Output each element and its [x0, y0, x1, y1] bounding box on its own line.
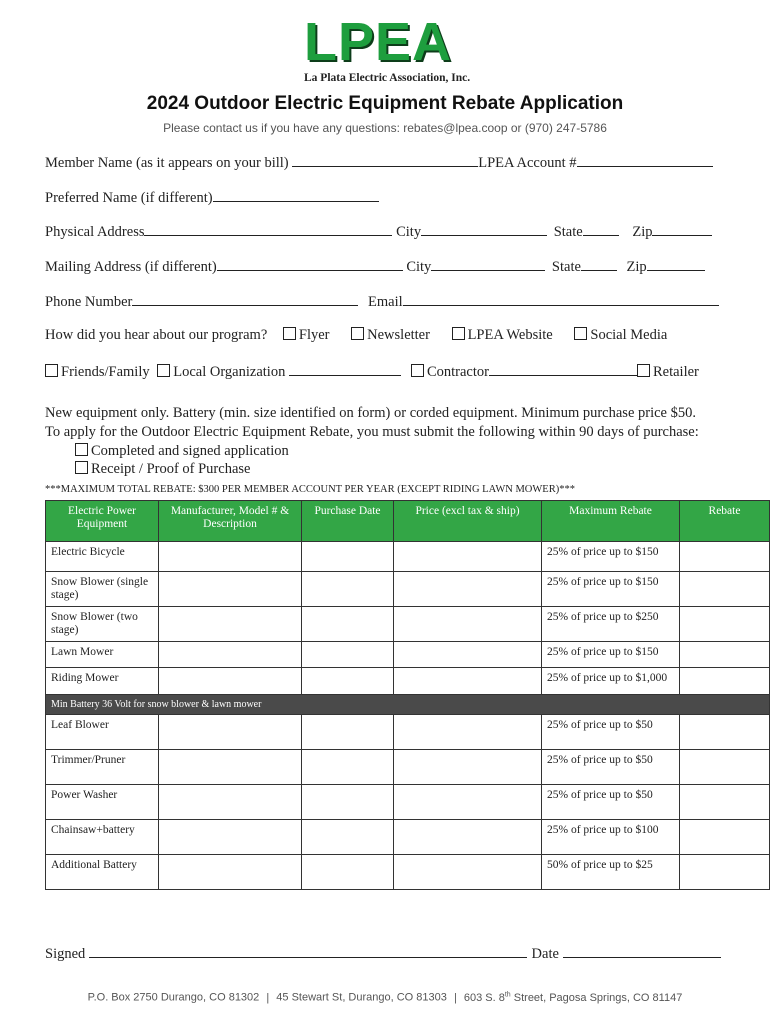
option-label: Flyer — [298, 327, 330, 343]
option-lpea-website[interactable] — [452, 327, 553, 343]
rebate-table — [45, 500, 770, 890]
checkbox[interactable] — [75, 443, 88, 456]
max-rebate-cell: 25% of price up to $50 — [542, 750, 680, 785]
hear-about-row — [45, 327, 667, 344]
price-cell[interactable] — [394, 750, 542, 785]
option-label: Newsletter — [367, 327, 430, 343]
mailing-address-row — [45, 257, 705, 276]
equipment-cell: Chainsaw+battery — [46, 820, 159, 855]
price-cell[interactable] — [394, 607, 542, 642]
signature-field[interactable] — [89, 944, 527, 958]
mailing-city-label: City — [406, 259, 432, 275]
signature-row — [45, 944, 721, 963]
mailing-state-field[interactable] — [581, 257, 617, 271]
battery-note: Min Battery 36 Volt for snow blower & lawn mower — [46, 695, 770, 715]
option-label: Local Organization — [173, 364, 286, 380]
battery-note-row — [46, 695, 770, 715]
checkbox[interactable] — [283, 327, 296, 340]
equipment-cell: Lawn Mower — [46, 642, 159, 668]
manufacturer-cell[interactable] — [159, 820, 302, 855]
table-header-row — [46, 501, 770, 542]
checkbox[interactable] — [411, 364, 424, 377]
mailing-zip-label: Zip — [626, 259, 647, 275]
footer-pagosa-city: Street, Pagosa Springs, CO 81147 — [510, 991, 683, 1004]
col-purchase-date: Purchase Date — [302, 501, 394, 542]
price-cell[interactable] — [394, 855, 542, 890]
checkbox[interactable] — [157, 364, 170, 377]
equipment-cell: Snow Blower (two stage) — [46, 607, 159, 642]
max-rebate-cell: 25% of price up to $50 — [542, 785, 680, 820]
manufacturer-cell[interactable] — [159, 572, 302, 607]
option-local-organization[interactable] — [157, 364, 285, 380]
mailing-address-field[interactable] — [217, 257, 403, 271]
phone-field[interactable] — [132, 292, 358, 306]
member-name-row — [45, 153, 713, 172]
footer-pagosa-street: 603 S. 8 — [463, 991, 505, 1004]
equipment-cell: Additional Battery — [46, 855, 159, 890]
equipment-cell: Power Washer — [46, 785, 159, 820]
manufacturer-cell[interactable] — [159, 715, 302, 750]
rebate-cell[interactable] — [680, 572, 770, 607]
footer-address — [0, 991, 770, 1004]
instruction-line-2: To apply for the Outdoor Electric Equipment Rebate, you must submit the following within 90 days of purchase: — [45, 424, 699, 440]
rebate-cell[interactable] — [680, 750, 770, 785]
manufacturer-cell[interactable] — [159, 542, 302, 572]
price-cell[interactable] — [394, 668, 542, 695]
account-field[interactable] — [577, 153, 713, 167]
price-cell[interactable] — [394, 820, 542, 855]
footer-ordinal: th — [504, 991, 511, 998]
phone-email-row — [45, 292, 719, 311]
rebate-cell[interactable] — [680, 642, 770, 668]
manufacturer-cell[interactable] — [159, 785, 302, 820]
instruction-line-1: New equipment only. Battery (min. size identified on form) or corded equipment. Minimum purchase price $50. — [45, 405, 696, 421]
equipment-cell: Leaf Blower — [46, 715, 159, 750]
check-application[interactable] — [75, 443, 289, 460]
city-field[interactable] — [421, 222, 547, 236]
option-newsletter[interactable] — [351, 327, 430, 343]
col-price: Price (excl tax & ship) — [394, 501, 542, 542]
contact-line: Please contact us if you have any questions: rebates@lpea.coop or (970) 247-5786 — [163, 121, 607, 135]
date-cell[interactable] — [302, 715, 394, 750]
footer-durango: 45 Stewart St, Durango, CO 81303 — [276, 991, 447, 1004]
footer-separator: | — [453, 991, 457, 1004]
contractor-field[interactable] — [489, 362, 637, 376]
max-rebate-cell: 25% of price up to $250 — [542, 607, 680, 642]
physical-address-field[interactable] — [144, 222, 392, 236]
option-label: Contractor — [426, 364, 489, 380]
option-label: Social Media — [590, 327, 668, 343]
table-row — [46, 820, 770, 855]
footer-po-box: P.O. Box 2750 Durango, CO 81302 — [87, 991, 260, 1004]
mailing-address-label: Mailing Address (if different) — [45, 259, 217, 275]
rebate-cell[interactable] — [680, 668, 770, 695]
date-cell[interactable] — [302, 750, 394, 785]
zip-field[interactable] — [652, 222, 712, 236]
date-cell[interactable] — [302, 607, 394, 642]
member-name-field[interactable] — [292, 153, 478, 167]
date-cell[interactable] — [302, 642, 394, 668]
col-equipment: Electric Power Equipment — [46, 501, 159, 542]
col-manufacturer: Manufacturer, Model # & Description — [159, 501, 302, 542]
physical-address-label: Physical Address — [45, 224, 145, 240]
manufacturer-cell[interactable] — [159, 855, 302, 890]
date-cell[interactable] — [302, 668, 394, 695]
option-contractor[interactable] — [411, 364, 489, 380]
check-label: Completed and signed application — [91, 443, 289, 459]
max-rebate-cell: 25% of price up to $150 — [542, 572, 680, 607]
equipment-cell: Riding Mower — [46, 668, 159, 695]
option-retailer[interactable] — [637, 364, 699, 380]
option-flyer[interactable] — [283, 327, 330, 343]
checkbox[interactable] — [452, 327, 465, 340]
table-row — [46, 750, 770, 785]
logo-subtitle: La Plata Electric Association, Inc. — [304, 72, 471, 84]
maximum-rebate-note: ***MAXIMUM TOTAL REBATE: $300 PER MEMBER ACCOUNT PER YEAR (EXCEPT RIDING LAWN MOWER)*** — [45, 484, 575, 495]
price-cell[interactable] — [394, 715, 542, 750]
table-row — [46, 785, 770, 820]
table-row — [46, 607, 770, 642]
page-title: 2024 Outdoor Electric Equipment Rebate Application — [146, 93, 624, 114]
date-cell[interactable] — [302, 820, 394, 855]
zip-label: Zip — [632, 224, 653, 240]
mailing-state-label: State — [551, 259, 581, 275]
date-cell[interactable] — [302, 572, 394, 607]
phone-label: Phone Number — [45, 294, 133, 310]
checkbox[interactable] — [351, 327, 364, 340]
state-field[interactable] — [583, 222, 619, 236]
local-organization-field[interactable] — [289, 362, 401, 376]
col-rebate: Rebate — [680, 501, 770, 542]
preferred-name-row — [45, 188, 379, 207]
footer-pagosa — [464, 992, 682, 1004]
preferred-name-field[interactable] — [213, 188, 379, 202]
physical-address-row — [45, 222, 712, 241]
check-label: Receipt / Proof of Purchase — [91, 461, 251, 477]
table-row — [46, 572, 770, 607]
equipment-cell: Snow Blower (single stage) — [46, 572, 159, 607]
checkbox[interactable] — [75, 461, 88, 474]
max-rebate-cell: 25% of price up to $150 — [542, 542, 680, 572]
table-row — [46, 642, 770, 668]
manufacturer-cell[interactable] — [159, 642, 302, 668]
option-label: Friends/Family — [61, 364, 150, 380]
price-cell[interactable] — [394, 785, 542, 820]
col-maximum-rebate: Maximum Rebate — [542, 501, 680, 542]
footer-separator: | — [266, 991, 270, 1004]
date-cell[interactable] — [302, 542, 394, 572]
rebate-cell[interactable] — [680, 855, 770, 890]
date-cell[interactable] — [302, 785, 394, 820]
equipment-cell: Trimmer/Pruner — [46, 750, 159, 785]
check-receipt[interactable] — [75, 461, 250, 478]
table-row — [46, 715, 770, 750]
logo-text: LPEA — [304, 12, 453, 72]
manufacturer-cell[interactable] — [159, 668, 302, 695]
table-row — [46, 542, 770, 572]
mailing-city-field[interactable] — [431, 257, 545, 271]
table-row — [46, 668, 770, 695]
option-friends-family[interactable] — [45, 364, 150, 380]
equipment-cell: Electric Bicycle — [46, 542, 159, 572]
rebate-cell[interactable] — [680, 607, 770, 642]
account-label: LPEA Account # — [478, 155, 577, 171]
signed-label: Signed — [45, 946, 86, 962]
lpea-logo — [300, 12, 471, 88]
price-cell[interactable] — [394, 572, 542, 607]
city-label: City — [396, 224, 422, 240]
rebate-cell[interactable] — [680, 785, 770, 820]
max-rebate-cell: 25% of price up to $100 — [542, 820, 680, 855]
email-field[interactable] — [403, 292, 719, 306]
max-rebate-cell: 25% of price up to $150 — [542, 642, 680, 668]
date-cell[interactable] — [302, 855, 394, 890]
table-row — [46, 855, 770, 890]
preferred-name-label: Preferred Name (if different) — [45, 190, 213, 206]
price-cell[interactable] — [394, 642, 542, 668]
checkbox[interactable] — [45, 364, 58, 377]
email-label: Email — [368, 294, 403, 310]
date-label: Date — [531, 946, 559, 962]
checkbox[interactable] — [637, 364, 650, 377]
hear-about-row-2 — [45, 362, 699, 381]
manufacturer-cell[interactable] — [159, 750, 302, 785]
max-rebate-cell: 25% of price up to $1,000 — [542, 668, 680, 695]
manufacturer-cell[interactable] — [159, 607, 302, 642]
rebate-cell[interactable] — [680, 542, 770, 572]
member-name-label: Member Name (as it appears on your bill) — [45, 155, 289, 171]
hear-question: How did you hear about our program? — [45, 327, 268, 343]
max-rebate-cell: 25% of price up to $50 — [542, 715, 680, 750]
date-field[interactable] — [563, 944, 721, 958]
state-label: State — [553, 224, 583, 240]
option-label: LPEA Website — [467, 327, 553, 343]
checkbox[interactable] — [574, 327, 587, 340]
rebate-cell[interactable] — [680, 820, 770, 855]
option-social-media[interactable] — [574, 327, 667, 343]
max-rebate-cell: 50% of price up to $25 — [542, 855, 680, 890]
mailing-zip-field[interactable] — [647, 257, 705, 271]
option-label: Retailer — [652, 364, 699, 380]
price-cell[interactable] — [394, 542, 542, 572]
rebate-cell[interactable] — [680, 715, 770, 750]
